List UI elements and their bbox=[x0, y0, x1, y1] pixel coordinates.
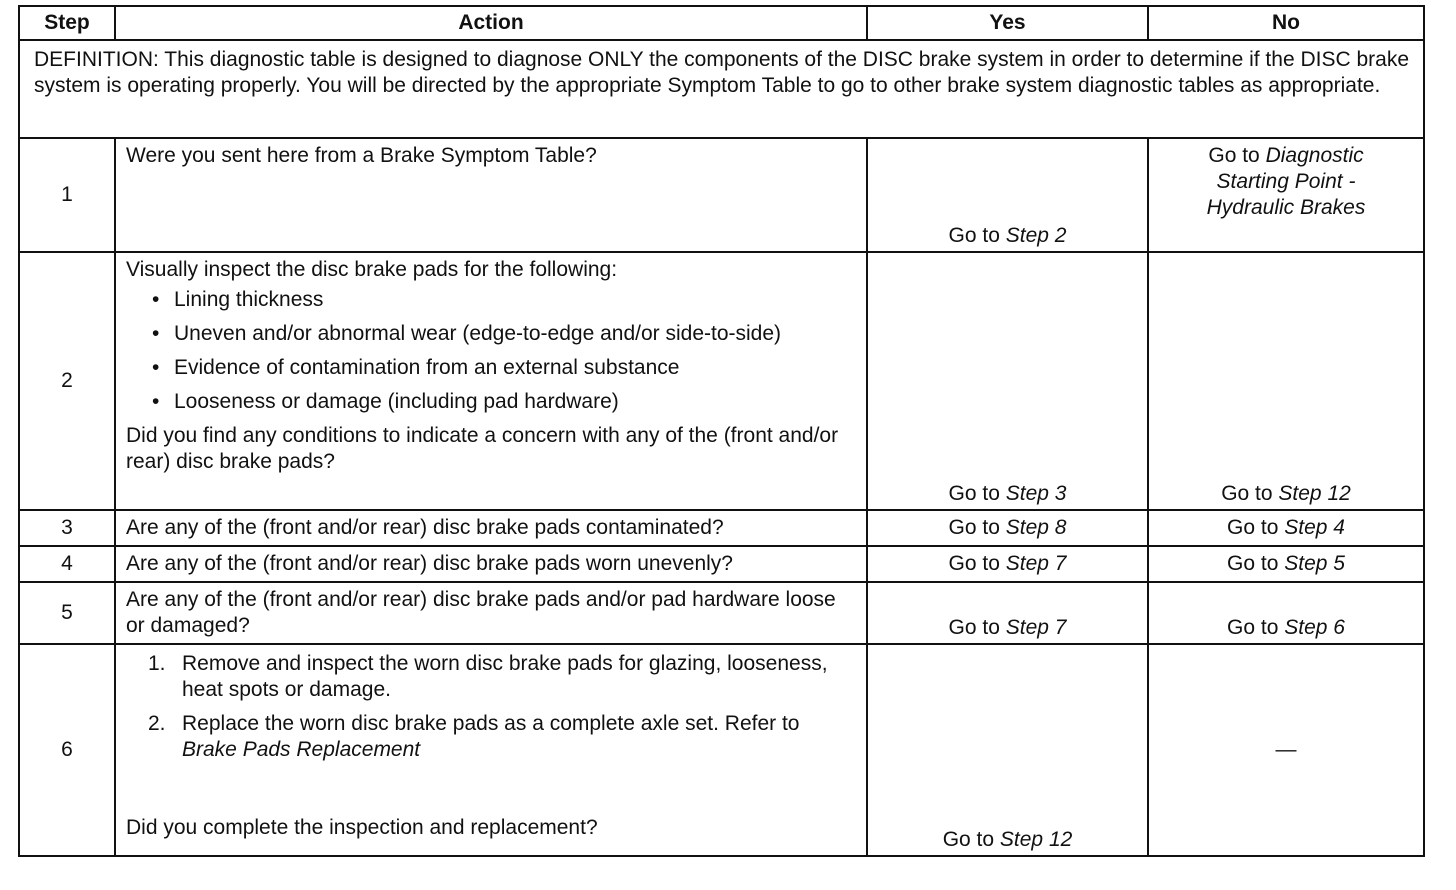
no-target-link[interactable]: Step 4 bbox=[1284, 516, 1345, 539]
list-item bbox=[148, 711, 856, 763]
action-question: Did you find any conditions to indicate a concern with any of the (front and/or rear) disc brake pads? bbox=[126, 424, 839, 473]
action-cell bbox=[115, 582, 867, 644]
go-to-label: Go to bbox=[1227, 552, 1279, 575]
no-cell bbox=[1148, 138, 1424, 252]
item-text: Replace the worn disc brake pads as a complete axle set. Refer to bbox=[182, 712, 800, 735]
header-row bbox=[19, 6, 1424, 40]
action-question: Are any of the (front and/or rear) disc brake pads worn unevenly? bbox=[126, 552, 733, 575]
bullet-icon: • bbox=[152, 288, 160, 311]
table-row bbox=[19, 252, 1424, 510]
yes-target-link[interactable]: Step 7 bbox=[1005, 552, 1067, 575]
yes-cell bbox=[867, 510, 1148, 546]
no-cell bbox=[1148, 252, 1424, 510]
go-to-label: Go to bbox=[948, 482, 1000, 505]
list-item: • Lining thickness bbox=[152, 288, 324, 311]
no-cell bbox=[1148, 546, 1424, 582]
definition-row bbox=[19, 40, 1424, 138]
table-row bbox=[19, 582, 1424, 644]
bullet-icon: • bbox=[152, 322, 160, 345]
yes-cell bbox=[867, 546, 1148, 582]
go-to-label: Go to bbox=[948, 552, 1000, 575]
go-to-label: Go to bbox=[942, 828, 995, 851]
diagnostic-table bbox=[18, 5, 1425, 857]
yes-cell bbox=[867, 138, 1148, 252]
go-to-label: Go to bbox=[948, 516, 1000, 539]
step-number: 5 bbox=[19, 582, 115, 644]
no-target-line: Starting Point - bbox=[1216, 170, 1356, 193]
action-cell bbox=[115, 138, 867, 252]
table-row bbox=[19, 138, 1424, 252]
go-to-label: Go to bbox=[1208, 144, 1260, 167]
bullet-icon: • bbox=[152, 356, 160, 379]
go-to-label: Go to bbox=[1227, 616, 1279, 639]
action-cell bbox=[115, 546, 867, 582]
item-number: 1. bbox=[148, 652, 166, 675]
no-target-link[interactable]: Step 12 bbox=[1278, 482, 1351, 505]
step-number: 3 bbox=[19, 510, 115, 546]
step-number: 1 bbox=[19, 138, 115, 252]
go-to-label: Go to bbox=[1227, 516, 1279, 539]
procedure-list bbox=[126, 651, 856, 763]
action-intro: Visually inspect the disc brake pads for the following: bbox=[126, 258, 618, 281]
list-item bbox=[148, 651, 856, 703]
yes-target-link[interactable]: Step 12 bbox=[999, 828, 1073, 851]
no-target-line: Diagnostic bbox=[1265, 144, 1364, 167]
yes-cell bbox=[867, 252, 1148, 510]
action-cell bbox=[115, 510, 867, 546]
go-to-label: Go to bbox=[1221, 482, 1273, 505]
bullet-icon: • bbox=[152, 390, 160, 413]
yes-target-link[interactable]: Step 3 bbox=[1005, 482, 1067, 505]
list-item: • Evidence of contamination from an external substance bbox=[152, 356, 680, 379]
go-to-label: Go to bbox=[948, 224, 1000, 247]
table-row bbox=[19, 546, 1424, 582]
action-question: Did you complete the inspection and replacement? bbox=[126, 816, 598, 839]
list-item: • Looseness or damage (including pad hardware) bbox=[152, 390, 619, 413]
yes-target-link[interactable]: Step 8 bbox=[1005, 516, 1067, 539]
header-action: Action bbox=[115, 6, 867, 40]
item-number: 2. bbox=[148, 712, 166, 735]
no-target-link[interactable]: Step 6 bbox=[1284, 616, 1345, 639]
table-row bbox=[19, 644, 1424, 856]
no-target-link[interactable]: Step 5 bbox=[1284, 552, 1345, 575]
no-cell bbox=[1148, 644, 1424, 856]
action-question: Were you sent here from a Brake Symptom Table? bbox=[126, 144, 597, 167]
item-text: Remove and inspect the worn disc brake pads for glazing, looseness, heat spots or damage. bbox=[182, 652, 828, 701]
header-yes: Yes bbox=[867, 6, 1148, 40]
action-cell bbox=[115, 252, 867, 510]
action-question: Are any of the (front and/or rear) disc brake pads and/or pad hardware loose or damaged? bbox=[126, 588, 836, 637]
go-to-label: Go to bbox=[948, 616, 1000, 639]
yes-target-link[interactable]: Step 2 bbox=[1005, 224, 1067, 247]
step-number: 4 bbox=[19, 546, 115, 582]
step-number: 6 bbox=[19, 644, 115, 856]
list-item: • Uneven and/or abnormal wear (edge-to-edge and/or side-to-side) bbox=[152, 322, 782, 345]
no-target-line: Hydraulic Brakes bbox=[1206, 196, 1366, 219]
no-cell bbox=[1148, 510, 1424, 546]
inspection-list bbox=[126, 287, 856, 415]
yes-cell bbox=[867, 644, 1148, 856]
header-step: Step bbox=[19, 6, 115, 40]
no-dash: — bbox=[1275, 738, 1297, 761]
action-question: Are any of the (front and/or rear) disc brake pads contaminated? bbox=[126, 516, 724, 539]
reference-link[interactable]: Brake Pads Replacement bbox=[182, 738, 421, 761]
action-cell bbox=[115, 644, 867, 856]
yes-target-link[interactable]: Step 7 bbox=[1005, 616, 1067, 639]
definition-text: DEFINITION: This diagnostic table is designed to diagnose ONLY the components of the DISC brake system in order to determine if the DISC brake system is operating properly. You will be directed by the appropriate Symptom Table to go to other brake system diagnostic tables as appropriate. bbox=[19, 40, 1424, 138]
no-cell bbox=[1148, 582, 1424, 644]
table-row bbox=[19, 510, 1424, 546]
header-no: No bbox=[1148, 6, 1424, 40]
yes-cell bbox=[867, 582, 1148, 644]
step-number: 2 bbox=[19, 252, 115, 510]
